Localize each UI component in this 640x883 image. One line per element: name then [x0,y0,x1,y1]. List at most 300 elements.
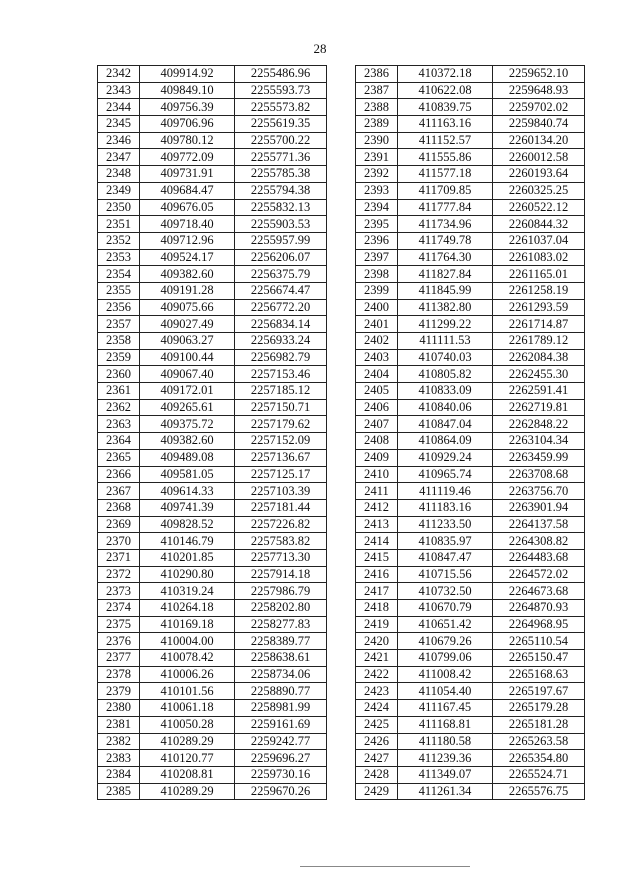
x-coordinate-cell: 411764.30 [398,249,493,266]
x-coordinate-cell: 410679.26 [398,633,493,650]
x-coordinate-cell: 410264.18 [140,600,235,617]
x-coordinate-cell: 411183.16 [398,499,493,516]
y-coordinate-cell: 2264572.02 [493,566,585,583]
table-row [98,783,327,800]
point-number-cell: 2416 [356,566,398,583]
coordinate-table-left [97,65,327,800]
y-coordinate-cell: 2260844.32 [493,216,585,233]
y-coordinate-cell: 2265197.67 [493,683,585,700]
point-number-cell: 2399 [356,282,398,299]
table-row [356,616,585,633]
x-coordinate-cell: 411382.80 [398,299,493,316]
x-coordinate-cell: 409706.96 [140,116,235,133]
y-coordinate-cell: 2257153.46 [235,366,327,383]
x-coordinate-cell: 411054.40 [398,683,493,700]
table-row [98,232,327,249]
table-row [98,333,327,350]
y-coordinate-cell: 2263708.68 [493,466,585,483]
table-row [98,483,327,500]
table-row [98,433,327,450]
point-number-cell: 2412 [356,499,398,516]
x-coordinate-cell: 409828.52 [140,516,235,533]
y-coordinate-cell: 2257713.30 [235,549,327,566]
point-number-cell: 2383 [98,750,140,767]
x-coordinate-cell: 410715.56 [398,566,493,583]
x-coordinate-cell: 409524.17 [140,249,235,266]
y-coordinate-cell: 2260012.58 [493,149,585,166]
table-row [356,399,585,416]
table-row [98,116,327,133]
y-coordinate-cell: 2262084.38 [493,349,585,366]
point-number-cell: 2422 [356,666,398,683]
table-row [98,366,327,383]
x-coordinate-cell: 410120.77 [140,750,235,767]
point-number-cell: 2429 [356,783,398,800]
x-coordinate-cell: 411152.57 [398,132,493,149]
table-row [98,650,327,667]
table-row [98,149,327,166]
point-number-cell: 2368 [98,499,140,516]
x-coordinate-cell: 410965.74 [398,466,493,483]
x-coordinate-cell: 409712.96 [140,232,235,249]
point-number-cell: 2380 [98,700,140,717]
table-row [356,716,585,733]
point-number-cell: 2370 [98,533,140,550]
table-row [356,650,585,667]
table-row [98,199,327,216]
point-number-cell: 2373 [98,583,140,600]
point-number-cell: 2397 [356,249,398,266]
point-number-cell: 2425 [356,716,398,733]
point-number-cell: 2421 [356,650,398,667]
x-coordinate-cell: 410833.09 [398,383,493,400]
point-number-cell: 2414 [356,533,398,550]
point-number-cell: 2409 [356,449,398,466]
y-coordinate-cell: 2255593.73 [235,82,327,99]
point-number-cell: 2424 [356,700,398,717]
y-coordinate-cell: 2256375.79 [235,266,327,283]
y-coordinate-cell: 2259670.26 [235,783,327,800]
table-row [98,99,327,116]
y-coordinate-cell: 2256206.07 [235,249,327,266]
table-row [98,299,327,316]
point-number-cell: 2353 [98,249,140,266]
point-number-cell: 2394 [356,199,398,216]
table-row [356,366,585,383]
point-number-cell: 2376 [98,633,140,650]
y-coordinate-cell: 2255832.13 [235,199,327,216]
x-coordinate-cell: 409756.39 [140,99,235,116]
x-coordinate-cell: 410622.08 [398,82,493,99]
y-coordinate-cell: 2261789.12 [493,333,585,350]
y-coordinate-cell: 2259840.74 [493,116,585,133]
y-coordinate-cell: 2259652.10 [493,66,585,83]
table-row [98,533,327,550]
x-coordinate-cell: 410847.04 [398,416,493,433]
table-row [356,750,585,767]
table-row [98,466,327,483]
y-coordinate-cell: 2259648.93 [493,82,585,99]
y-coordinate-cell: 2261293.59 [493,299,585,316]
table-row [356,416,585,433]
x-coordinate-cell: 409780.12 [140,132,235,149]
y-coordinate-cell: 2257125.17 [235,466,327,483]
point-number-cell: 2363 [98,416,140,433]
x-coordinate-cell: 409731.91 [140,166,235,183]
x-coordinate-cell: 411827.84 [398,266,493,283]
point-number-cell: 2405 [356,383,398,400]
y-coordinate-cell: 2257181.44 [235,499,327,516]
y-coordinate-cell: 2260193.64 [493,166,585,183]
x-coordinate-cell: 409375.72 [140,416,235,433]
y-coordinate-cell: 2255486.96 [235,66,327,83]
point-number-cell: 2388 [356,99,398,116]
y-coordinate-cell: 2257583.82 [235,533,327,550]
table-row [356,533,585,550]
y-coordinate-cell: 2265181.28 [493,716,585,733]
x-coordinate-cell: 409614.33 [140,483,235,500]
y-coordinate-cell: 2258981.99 [235,700,327,717]
x-coordinate-cell: 409172.01 [140,383,235,400]
point-number-cell: 2426 [356,733,398,750]
x-coordinate-cell: 411777.84 [398,199,493,216]
x-coordinate-cell: 411577.18 [398,166,493,183]
x-coordinate-cell: 409382.60 [140,433,235,450]
point-number-cell: 2391 [356,149,398,166]
point-number-cell: 2419 [356,616,398,633]
x-coordinate-cell: 410651.42 [398,616,493,633]
x-coordinate-cell: 409027.49 [140,316,235,333]
table-row [356,499,585,516]
y-coordinate-cell: 2260134.20 [493,132,585,149]
x-coordinate-cell: 410050.28 [140,716,235,733]
point-number-cell: 2396 [356,232,398,249]
x-coordinate-cell: 411180.58 [398,733,493,750]
table-row [98,82,327,99]
y-coordinate-cell: 2255785.38 [235,166,327,183]
point-number-cell: 2357 [98,316,140,333]
table-row [98,733,327,750]
y-coordinate-cell: 2264483.68 [493,549,585,566]
x-coordinate-cell: 409063.27 [140,333,235,350]
y-coordinate-cell: 2257150.71 [235,399,327,416]
x-coordinate-cell: 411555.86 [398,149,493,166]
y-coordinate-cell: 2262455.30 [493,366,585,383]
point-number-cell: 2348 [98,166,140,183]
table-row [98,166,327,183]
x-coordinate-cell: 409772.09 [140,149,235,166]
x-coordinate-cell: 410289.29 [140,783,235,800]
x-coordinate-cell: 409100.44 [140,349,235,366]
x-coordinate-cell: 411734.96 [398,216,493,233]
table-row [356,433,585,450]
table-row [356,466,585,483]
x-coordinate-cell: 411008.42 [398,666,493,683]
y-coordinate-cell: 2258202.80 [235,600,327,617]
point-number-cell: 2379 [98,683,140,700]
x-coordinate-cell: 410201.85 [140,549,235,566]
x-coordinate-cell: 410078.42 [140,650,235,667]
table-row [98,216,327,233]
y-coordinate-cell: 2265150.47 [493,650,585,667]
y-coordinate-cell: 2257986.79 [235,583,327,600]
x-coordinate-cell: 410208.81 [140,766,235,783]
y-coordinate-cell: 2261037.04 [493,232,585,249]
point-number-cell: 2406 [356,399,398,416]
table-row [356,266,585,283]
table-row [356,449,585,466]
point-number-cell: 2354 [98,266,140,283]
table-row [356,483,585,500]
point-number-cell: 2386 [356,66,398,83]
y-coordinate-cell: 2264137.58 [493,516,585,533]
x-coordinate-cell: 410004.00 [140,633,235,650]
table-row [356,633,585,650]
point-number-cell: 2427 [356,750,398,767]
y-coordinate-cell: 2257103.39 [235,483,327,500]
point-number-cell: 2347 [98,149,140,166]
x-coordinate-cell: 409489.08 [140,449,235,466]
x-coordinate-cell: 410061.18 [140,700,235,717]
point-number-cell: 2371 [98,549,140,566]
table-row [98,583,327,600]
x-coordinate-cell: 409718.40 [140,216,235,233]
point-number-cell: 2349 [98,182,140,199]
table-row [356,383,585,400]
point-number-cell: 2387 [356,82,398,99]
point-number-cell: 2342 [98,66,140,83]
point-number-cell: 2403 [356,349,398,366]
x-coordinate-cell: 410835.97 [398,533,493,550]
table-row [356,666,585,683]
x-coordinate-cell: 411709.85 [398,182,493,199]
y-coordinate-cell: 2264870.93 [493,600,585,617]
table-row [356,216,585,233]
point-number-cell: 2390 [356,132,398,149]
point-number-cell: 2350 [98,199,140,216]
point-number-cell: 2378 [98,666,140,683]
y-coordinate-cell: 2261258.19 [493,282,585,299]
y-coordinate-cell: 2265168.63 [493,666,585,683]
y-coordinate-cell: 2263901.94 [493,499,585,516]
table-row [356,783,585,800]
y-coordinate-cell: 2261165.01 [493,266,585,283]
y-coordinate-cell: 2257179.62 [235,416,327,433]
point-number-cell: 2346 [98,132,140,149]
point-number-cell: 2365 [98,449,140,466]
point-number-cell: 2400 [356,299,398,316]
y-coordinate-cell: 2262591.41 [493,383,585,400]
y-coordinate-cell: 2258389.77 [235,633,327,650]
table-row [98,416,327,433]
x-coordinate-cell: 410169.18 [140,616,235,633]
point-number-cell: 2360 [98,366,140,383]
point-number-cell: 2417 [356,583,398,600]
x-coordinate-cell: 409581.05 [140,466,235,483]
point-number-cell: 2345 [98,116,140,133]
point-number-cell: 2374 [98,600,140,617]
y-coordinate-cell: 2256933.24 [235,333,327,350]
point-number-cell: 2362 [98,399,140,416]
x-coordinate-cell: 410740.03 [398,349,493,366]
y-coordinate-cell: 2255957.99 [235,232,327,249]
y-coordinate-cell: 2263459.99 [493,449,585,466]
y-coordinate-cell: 2263756.70 [493,483,585,500]
table-row [98,600,327,617]
point-number-cell: 2393 [356,182,398,199]
table-row [98,499,327,516]
x-coordinate-cell: 410319.24 [140,583,235,600]
y-coordinate-cell: 2261083.02 [493,249,585,266]
y-coordinate-cell: 2255619.35 [235,116,327,133]
point-number-cell: 2404 [356,366,398,383]
table-row [98,282,327,299]
table-row [356,766,585,783]
point-number-cell: 2361 [98,383,140,400]
table-row [356,249,585,266]
table-row [98,249,327,266]
point-number-cell: 2377 [98,650,140,667]
table-row [98,266,327,283]
x-coordinate-cell: 411167.45 [398,700,493,717]
y-coordinate-cell: 2259696.27 [235,750,327,767]
x-coordinate-cell: 410840.06 [398,399,493,416]
y-coordinate-cell: 2265110.54 [493,633,585,650]
table-row [98,633,327,650]
table-row [98,566,327,583]
point-number-cell: 2395 [356,216,398,233]
x-coordinate-cell: 410006.26 [140,666,235,683]
point-number-cell: 2366 [98,466,140,483]
y-coordinate-cell: 2265576.75 [493,783,585,800]
table-row [356,566,585,583]
point-number-cell: 2392 [356,166,398,183]
x-coordinate-cell: 411111.53 [398,333,493,350]
table-row [356,199,585,216]
y-coordinate-cell: 2260325.25 [493,182,585,199]
point-number-cell: 2415 [356,549,398,566]
point-number-cell: 2369 [98,516,140,533]
page-number: 28 [313,41,327,56]
y-coordinate-cell: 2265263.58 [493,733,585,750]
y-coordinate-cell: 2258277.83 [235,616,327,633]
x-coordinate-cell: 409191.28 [140,282,235,299]
x-coordinate-cell: 409265.61 [140,399,235,416]
point-number-cell: 2407 [356,416,398,433]
point-number-cell: 2382 [98,733,140,750]
point-number-cell: 2351 [98,216,140,233]
y-coordinate-cell: 2261714.87 [493,316,585,333]
x-coordinate-cell: 410101.56 [140,683,235,700]
x-coordinate-cell: 410847.47 [398,549,493,566]
point-number-cell: 2375 [98,616,140,633]
y-coordinate-cell: 2258638.61 [235,650,327,667]
x-coordinate-cell: 411749.78 [398,232,493,249]
y-coordinate-cell: 2262848.22 [493,416,585,433]
point-number-cell: 2352 [98,232,140,249]
table-row [356,333,585,350]
table-row [356,600,585,617]
table-row [98,383,327,400]
table-row [98,132,327,149]
table-row [356,349,585,366]
point-number-cell: 2364 [98,433,140,450]
x-coordinate-cell: 410805.82 [398,366,493,383]
x-coordinate-cell: 410799.06 [398,650,493,667]
y-coordinate-cell: 2264673.68 [493,583,585,600]
y-coordinate-cell: 2258890.77 [235,683,327,700]
x-coordinate-cell: 410732.50 [398,583,493,600]
table-row [356,516,585,533]
x-coordinate-cell: 410146.79 [140,533,235,550]
point-number-cell: 2411 [356,483,398,500]
x-coordinate-cell: 409741.39 [140,499,235,516]
x-coordinate-cell: 411349.07 [398,766,493,783]
x-coordinate-cell: 411163.16 [398,116,493,133]
x-coordinate-cell: 409067.40 [140,366,235,383]
table-row [98,766,327,783]
x-coordinate-cell: 410290.80 [140,566,235,583]
footer-rule [300,866,470,867]
x-coordinate-cell: 411261.34 [398,783,493,800]
y-coordinate-cell: 2257136.67 [235,449,327,466]
x-coordinate-cell: 409914.92 [140,66,235,83]
table-row [356,132,585,149]
y-coordinate-cell: 2255794.38 [235,182,327,199]
point-number-cell: 2384 [98,766,140,783]
y-coordinate-cell: 2255903.53 [235,216,327,233]
y-coordinate-cell: 2257185.12 [235,383,327,400]
table-row [356,733,585,750]
x-coordinate-cell: 411239.36 [398,750,493,767]
table-row [98,549,327,566]
table-row [98,182,327,199]
point-number-cell: 2408 [356,433,398,450]
x-coordinate-cell: 410839.75 [398,99,493,116]
x-coordinate-cell: 410670.79 [398,600,493,617]
table-row [98,516,327,533]
point-number-cell: 2372 [98,566,140,583]
table-row [356,299,585,316]
point-number-cell: 2358 [98,333,140,350]
table-row [356,282,585,299]
point-number-cell: 2385 [98,783,140,800]
table-row [356,700,585,717]
point-number-cell: 2418 [356,600,398,617]
point-number-cell: 2413 [356,516,398,533]
x-coordinate-cell: 410372.18 [398,66,493,83]
point-number-cell: 2410 [356,466,398,483]
table-row [356,583,585,600]
x-coordinate-cell: 409849.10 [140,82,235,99]
y-coordinate-cell: 2259702.02 [493,99,585,116]
point-number-cell: 2420 [356,633,398,650]
table-row [356,316,585,333]
table-row [356,182,585,199]
y-coordinate-cell: 2257226.82 [235,516,327,533]
table-row [98,349,327,366]
table-row [98,399,327,416]
x-coordinate-cell: 411299.22 [398,316,493,333]
x-coordinate-cell: 410929.24 [398,449,493,466]
table-row [98,700,327,717]
x-coordinate-cell: 411119.46 [398,483,493,500]
point-number-cell: 2344 [98,99,140,116]
table-row [356,116,585,133]
x-coordinate-cell: 409676.05 [140,199,235,216]
y-coordinate-cell: 2262719.81 [493,399,585,416]
x-coordinate-cell: 411168.81 [398,716,493,733]
